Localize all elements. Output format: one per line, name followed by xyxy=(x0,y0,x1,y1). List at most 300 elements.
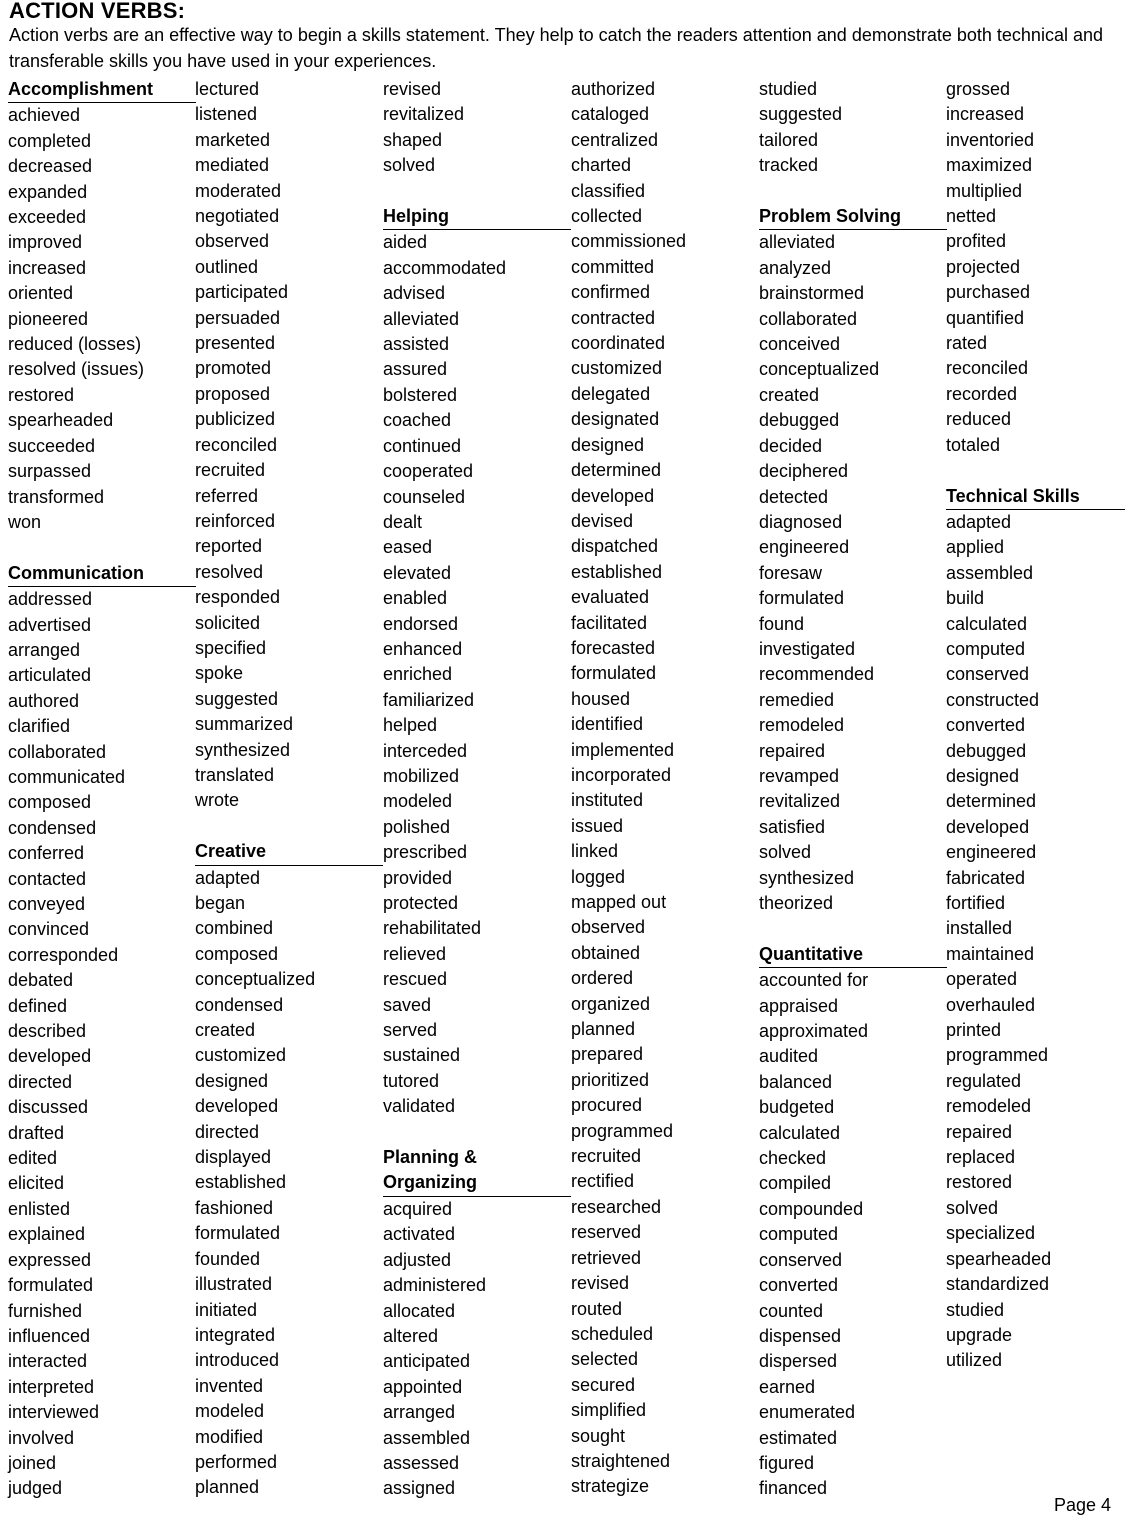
verb-item: coordinated xyxy=(571,333,666,354)
section-heading: Problem Solving xyxy=(759,204,947,230)
verb-item: engineered xyxy=(946,842,1037,863)
verb-item: operated xyxy=(946,969,1018,990)
verb-item: pioneered xyxy=(8,308,89,329)
verb-item: determined xyxy=(946,791,1037,812)
section-heading: Helping xyxy=(383,204,571,230)
verb-item: increased xyxy=(8,257,87,278)
verb-item: incorporated xyxy=(571,764,672,785)
verb-item: fortified xyxy=(946,893,1006,913)
verb-item: spoke xyxy=(195,663,244,684)
verb-item: routed xyxy=(571,1298,623,1319)
verb-item: suggested xyxy=(759,104,843,125)
verb-item: advertised xyxy=(8,614,92,635)
page-number: Page 4 xyxy=(1053,1495,1111,1515)
verb-item: alleviated xyxy=(759,232,836,253)
verb-item: overhauled xyxy=(946,994,1036,1015)
verb-item: installed xyxy=(946,918,1013,939)
verb-item: reconciled xyxy=(195,434,278,455)
verb-item: mobilized xyxy=(383,765,460,786)
verb-item: achieved xyxy=(8,105,81,126)
verb-item: multiplied xyxy=(946,180,1023,201)
verb-item: introduced xyxy=(195,1350,280,1371)
verb-item: devised xyxy=(571,510,634,531)
verb-item: improved xyxy=(8,232,83,253)
verb-item: cataloged xyxy=(571,104,650,125)
verb-item: customized xyxy=(195,1045,287,1066)
verb-item: counted xyxy=(759,1300,824,1321)
verb-item: committed xyxy=(571,256,655,277)
verb-item: prepared xyxy=(571,1044,644,1065)
verb-item: rated xyxy=(946,333,988,354)
verb-item: facilitated xyxy=(571,612,648,633)
section-heading: Communication xyxy=(8,561,196,587)
spacer xyxy=(8,535,188,560)
verb-item: purchased xyxy=(946,282,1031,303)
verb-item: calculated xyxy=(759,1122,841,1143)
verb-item: dispensed xyxy=(759,1325,842,1346)
verb-item: solicited xyxy=(195,612,261,633)
verb-item: upgrade xyxy=(946,1324,1013,1345)
verb-item: specialized xyxy=(946,1223,1036,1244)
verb-item: debugged xyxy=(946,740,1027,761)
verb-item: regulated xyxy=(946,1070,1022,1091)
verb-item: exceeded xyxy=(8,207,87,228)
verb-item: dispatched xyxy=(571,536,659,557)
verb-item: presented xyxy=(195,333,276,354)
verb-item: estimated xyxy=(759,1427,838,1448)
verb-column-1 xyxy=(8,77,188,1502)
spacer xyxy=(383,179,563,204)
verb-item: obtained xyxy=(571,942,641,963)
section-heading: Organizing xyxy=(383,1170,571,1196)
verb-item: lectured xyxy=(195,79,260,99)
verb-item: composed xyxy=(8,792,92,813)
verb-item: defined xyxy=(8,995,68,1016)
verb-item: developed xyxy=(8,1046,92,1067)
verb-item: convinced xyxy=(8,919,90,940)
verb-item: solved xyxy=(946,1197,999,1218)
verb-item: recruited xyxy=(571,1146,642,1167)
verb-item: assisted xyxy=(383,334,450,355)
verb-item: displayed xyxy=(195,1147,272,1168)
verb-item: adjusted xyxy=(383,1249,452,1270)
verb-item: assembled xyxy=(946,562,1034,583)
verb-item: reserved xyxy=(571,1222,642,1243)
verb-item: acquired xyxy=(383,1198,453,1219)
verb-item: solved xyxy=(383,155,436,176)
verb-item: accounted for xyxy=(759,970,869,991)
verb-item: oriented xyxy=(8,283,74,304)
verb-item: interceded xyxy=(383,740,468,761)
verb-item: maintained xyxy=(946,943,1035,964)
verb-item: allocated xyxy=(383,1300,456,1321)
page-title: ACTION VERBS: xyxy=(9,0,186,23)
verb-item: applied xyxy=(946,537,1005,558)
verb-item: observed xyxy=(571,917,646,938)
verb-item: authored xyxy=(8,690,80,711)
verb-item: centralized xyxy=(571,129,659,150)
verb-item: simplified xyxy=(571,1400,647,1421)
verb-item: assigned xyxy=(383,1478,456,1499)
verb-item: established xyxy=(195,1172,287,1193)
verb-item: succeeded xyxy=(8,435,96,456)
verb-item: tracked xyxy=(759,155,819,176)
verb-item: recruited xyxy=(195,460,266,481)
verb-item: assured xyxy=(383,359,448,380)
verb-item: specified xyxy=(195,637,267,658)
verb-item: negotiated xyxy=(195,206,280,227)
verb-item: maximized xyxy=(946,155,1033,176)
verb-item: relieved xyxy=(383,943,447,964)
verb-item: cooperated xyxy=(383,461,474,482)
verb-item: identified xyxy=(571,714,644,735)
verb-item: remodeled xyxy=(946,1096,1032,1117)
verb-item: customized xyxy=(571,358,663,379)
verb-item: persuaded xyxy=(195,307,281,328)
verb-item: began xyxy=(195,893,246,913)
verb-item: reinforced xyxy=(195,510,276,531)
verb-item: publicized xyxy=(195,409,276,430)
verb-item: proposed xyxy=(195,383,271,404)
verb-item: revised xyxy=(571,1273,630,1294)
verb-item: remedied xyxy=(759,689,835,710)
verb-item: explained xyxy=(8,1224,86,1245)
verb-item: recommended xyxy=(759,664,875,685)
verb-item: translated xyxy=(195,764,275,785)
spacer xyxy=(195,814,375,839)
verb-item: decided xyxy=(759,435,823,456)
verb-item: studied xyxy=(759,79,818,99)
verb-item: anticipated xyxy=(383,1351,471,1372)
verb-item: communicated xyxy=(8,766,126,787)
spacer xyxy=(759,916,939,941)
verb-item: inventoried xyxy=(946,129,1035,150)
verb-item: advised xyxy=(383,283,446,304)
verb-item: completed xyxy=(8,130,92,151)
verb-item: decreased xyxy=(8,156,93,177)
verb-item: created xyxy=(195,1020,256,1041)
verb-item: corresponded xyxy=(8,944,119,965)
verb-item: participated xyxy=(195,282,289,303)
verb-item: conceptualized xyxy=(195,969,316,990)
verb-item: transformed xyxy=(8,486,105,507)
verb-item: modified xyxy=(195,1426,264,1447)
verb-item: audited xyxy=(759,1046,819,1067)
verb-item: listened xyxy=(195,104,258,125)
verb-column-5 xyxy=(759,77,939,1502)
verb-item: polished xyxy=(383,816,451,837)
spacer xyxy=(946,458,1125,483)
section-heading: Accomplishment xyxy=(8,77,196,103)
verb-item: contacted xyxy=(8,868,87,889)
verb-item: familiarized xyxy=(383,689,475,710)
verb-item: confirmed xyxy=(571,282,651,303)
verb-item: profited xyxy=(946,231,1007,252)
verb-item: tailored xyxy=(759,129,819,150)
verb-item: promoted xyxy=(195,358,272,379)
verb-item: eased xyxy=(383,537,433,558)
verb-item: brainstormed xyxy=(759,283,865,304)
spacer xyxy=(759,179,939,204)
verb-item: formulated xyxy=(195,1223,281,1244)
verb-item: formulated xyxy=(8,1275,94,1296)
verb-item: selected xyxy=(571,1349,639,1370)
verb-item: budgeted xyxy=(759,1097,835,1118)
verb-item: ordered xyxy=(571,968,634,989)
verb-item: constructed xyxy=(946,689,1040,710)
verb-item: performed xyxy=(195,1451,278,1472)
verb-item: developed xyxy=(946,816,1030,837)
verb-item: computed xyxy=(946,638,1026,659)
verb-item: referred xyxy=(195,485,259,506)
verb-item: totaled xyxy=(946,434,1001,455)
verb-item: collected xyxy=(571,206,643,227)
verb-item: delegated xyxy=(571,383,651,404)
verb-item: reduced xyxy=(946,409,1012,430)
verb-item: revitalized xyxy=(759,791,841,812)
section-heading: Creative xyxy=(195,839,383,865)
verb-item: reconciled xyxy=(946,358,1029,379)
verb-item: contracted xyxy=(571,307,656,328)
verb-item: repaired xyxy=(946,1121,1013,1142)
verb-item: elicited xyxy=(8,1173,65,1194)
verb-item: wrote xyxy=(195,790,240,811)
verb-item: issued xyxy=(571,815,624,836)
verb-item: revitalized xyxy=(383,104,465,125)
verb-item: sought xyxy=(571,1425,626,1446)
verb-item: utilized xyxy=(946,1350,1003,1371)
verb-item: revamped xyxy=(759,765,840,786)
verb-item: sustained xyxy=(383,1045,461,1066)
verb-item: earned xyxy=(759,1376,816,1397)
verb-item: evaluated xyxy=(571,587,650,608)
verb-item: edited xyxy=(8,1148,58,1169)
verb-item: modeled xyxy=(195,1401,265,1422)
verb-item: increased xyxy=(946,104,1025,125)
verb-item: assembled xyxy=(383,1427,471,1448)
verb-item: checked xyxy=(759,1148,827,1169)
verb-item: classified xyxy=(571,180,646,201)
verb-item: compiled xyxy=(759,1173,832,1194)
verb-item: arranged xyxy=(383,1402,456,1423)
verb-item: created xyxy=(759,384,820,405)
verb-item: charted xyxy=(571,155,632,176)
verb-item: reported xyxy=(195,536,263,557)
verb-item: mediated xyxy=(195,155,270,176)
verb-item: logged xyxy=(571,866,626,887)
verb-item: served xyxy=(383,1020,438,1041)
verb-item: revised xyxy=(383,79,442,99)
verb-item: developed xyxy=(195,1096,279,1117)
verb-item: organized xyxy=(571,993,651,1014)
verb-item: reduced (losses) xyxy=(8,334,142,355)
verb-item: procured xyxy=(571,1095,643,1116)
section-heading: Quantitative xyxy=(759,942,947,968)
verb-item: combined xyxy=(195,918,274,939)
verb-item: responded xyxy=(195,587,281,608)
verb-item: bolstered xyxy=(383,384,458,405)
verb-item: resolved (issues) xyxy=(8,359,145,380)
verb-item: enlisted xyxy=(8,1198,71,1219)
verb-item: endorsed xyxy=(383,613,459,634)
verb-item: determined xyxy=(571,460,662,481)
verb-item: surpassed xyxy=(8,461,92,482)
verb-item: expressed xyxy=(8,1249,92,1270)
verb-item: dealt xyxy=(383,511,423,532)
verb-item: provided xyxy=(383,867,453,888)
verb-item: engineered xyxy=(759,537,850,558)
verb-item: build xyxy=(946,588,985,609)
verb-item: housed xyxy=(571,688,631,709)
verb-item: furnished xyxy=(8,1300,83,1321)
verb-item: conserved xyxy=(946,664,1030,685)
verb-item: marketed xyxy=(195,129,271,150)
verb-item: designed xyxy=(571,434,645,455)
verb-item: drafted xyxy=(8,1122,65,1143)
verb-item: won xyxy=(8,511,42,532)
verb-item: standardized xyxy=(946,1274,1050,1295)
verb-item: implemented xyxy=(571,739,675,760)
verb-item: designated xyxy=(571,409,660,430)
verb-item: restored xyxy=(8,384,75,405)
verb-column-4 xyxy=(571,77,751,1500)
verb-item: condensed xyxy=(195,994,284,1015)
verb-column-6 xyxy=(946,77,1125,1374)
verb-item: interacted xyxy=(8,1351,88,1372)
verb-item: straightened xyxy=(571,1450,671,1471)
verb-item: designed xyxy=(946,765,1020,786)
verb-item: conceptualized xyxy=(759,359,880,380)
verb-item: dispersed xyxy=(759,1351,838,1372)
verb-item: expanded xyxy=(8,181,88,202)
verb-item: established xyxy=(571,561,663,582)
verb-item: calculated xyxy=(946,613,1028,634)
section-heading: Planning & xyxy=(383,1147,477,1168)
verb-item: recorded xyxy=(946,383,1018,404)
verb-item: investigated xyxy=(759,638,856,659)
spacer xyxy=(383,1120,563,1145)
verb-item: formulated xyxy=(571,663,657,684)
verb-item: synthesized xyxy=(759,867,855,888)
verb-item: conserved xyxy=(759,1249,843,1270)
verb-item: saved xyxy=(383,994,432,1015)
verb-item: deciphered xyxy=(759,461,849,482)
verb-item: researched xyxy=(571,1196,662,1217)
verb-item: retrieved xyxy=(571,1247,642,1268)
verb-item: suggested xyxy=(195,688,279,709)
verb-item: prioritized xyxy=(571,1069,650,1090)
verb-item: aided xyxy=(383,232,428,253)
verb-item: interpreted xyxy=(8,1376,95,1397)
verb-item: condensed xyxy=(8,817,97,838)
verb-item: collaborated xyxy=(759,308,858,329)
verb-item: synthesized xyxy=(195,739,291,760)
verb-item: articulated xyxy=(8,665,92,686)
verb-item: solved xyxy=(759,842,812,863)
verb-item: rescued xyxy=(383,969,448,990)
verb-item: altered xyxy=(383,1325,439,1346)
verb-item: tutored xyxy=(383,1070,440,1091)
verb-column-3 xyxy=(383,77,563,1502)
verb-item: enhanced xyxy=(383,638,463,659)
verb-item: adapted xyxy=(946,511,1012,532)
verb-item: converted xyxy=(946,715,1026,736)
verb-item: forecasted xyxy=(571,637,656,658)
verb-item: approximated xyxy=(759,1021,869,1042)
verb-item: helped xyxy=(383,715,438,736)
verb-item: conferred xyxy=(8,843,85,864)
verb-item: adapted xyxy=(195,867,261,888)
verb-item: fabricated xyxy=(946,867,1026,888)
verb-item: influenced xyxy=(8,1325,91,1346)
verb-item: spearheaded xyxy=(946,1248,1052,1269)
verb-item: theorized xyxy=(759,893,834,913)
section-heading: Technical Skills xyxy=(946,484,1125,510)
verb-item: fashioned xyxy=(195,1197,274,1218)
verb-item: satisfied xyxy=(759,816,826,837)
verb-item: accommodated xyxy=(383,257,507,278)
verb-item: printed xyxy=(946,1020,1002,1041)
verb-item: instituted xyxy=(571,790,644,811)
verb-item: commissioned xyxy=(571,231,687,252)
verb-item: initiated xyxy=(195,1299,258,1320)
verb-item: netted xyxy=(946,206,997,227)
verb-item: elevated xyxy=(383,562,452,583)
verb-item: appraised xyxy=(759,995,839,1016)
verb-item: resolved xyxy=(195,561,264,582)
verb-item: programmed xyxy=(946,1045,1049,1066)
verb-item: developed xyxy=(571,485,655,506)
verb-item: judged xyxy=(8,1478,63,1499)
verb-item: modeled xyxy=(383,791,453,812)
verb-item: secured xyxy=(571,1374,636,1395)
verb-item: programmed xyxy=(571,1120,674,1141)
verb-item: rehabilitated xyxy=(383,918,482,939)
verb-item: assessed xyxy=(383,1452,460,1473)
verb-item: interviewed xyxy=(8,1402,100,1423)
verb-item: activated xyxy=(383,1224,456,1245)
verb-item: foresaw xyxy=(759,562,823,583)
verb-item: studied xyxy=(946,1299,1005,1320)
verb-item: strategize xyxy=(571,1476,650,1497)
verb-item: planned xyxy=(571,1019,636,1040)
intro-paragraph: Action verbs are an effective way to begin a skills statement. They help to catch the readers attention and demonstrate both technical and transferable skills you have used in your experiences. xyxy=(9,25,1103,71)
verb-item: projected xyxy=(946,256,1021,277)
verb-item: addressed xyxy=(8,589,93,610)
verb-item: enabled xyxy=(383,588,448,609)
verb-item: directed xyxy=(8,1071,73,1092)
verb-item: rectified xyxy=(571,1171,635,1192)
verb-item: found xyxy=(759,613,805,634)
verb-item: linked xyxy=(571,841,619,862)
verb-item: scheduled xyxy=(571,1323,654,1344)
verb-item: administered xyxy=(383,1275,487,1296)
verb-item: illustrated xyxy=(195,1274,273,1295)
verb-item: moderated xyxy=(195,180,282,201)
verb-column-2 xyxy=(195,77,375,1501)
verb-item: involved xyxy=(8,1427,75,1448)
verb-item: conceived xyxy=(759,334,841,355)
verb-item: shaped xyxy=(383,129,443,150)
verb-item: coached xyxy=(383,410,452,431)
verb-item: debugged xyxy=(759,410,840,431)
verb-item: spearheaded xyxy=(8,410,114,431)
verb-item: described xyxy=(8,1021,87,1042)
verb-item: planned xyxy=(195,1477,260,1498)
verb-item: protected xyxy=(383,893,459,913)
verb-item: outlined xyxy=(195,256,259,277)
verb-item: collaborated xyxy=(8,741,107,762)
